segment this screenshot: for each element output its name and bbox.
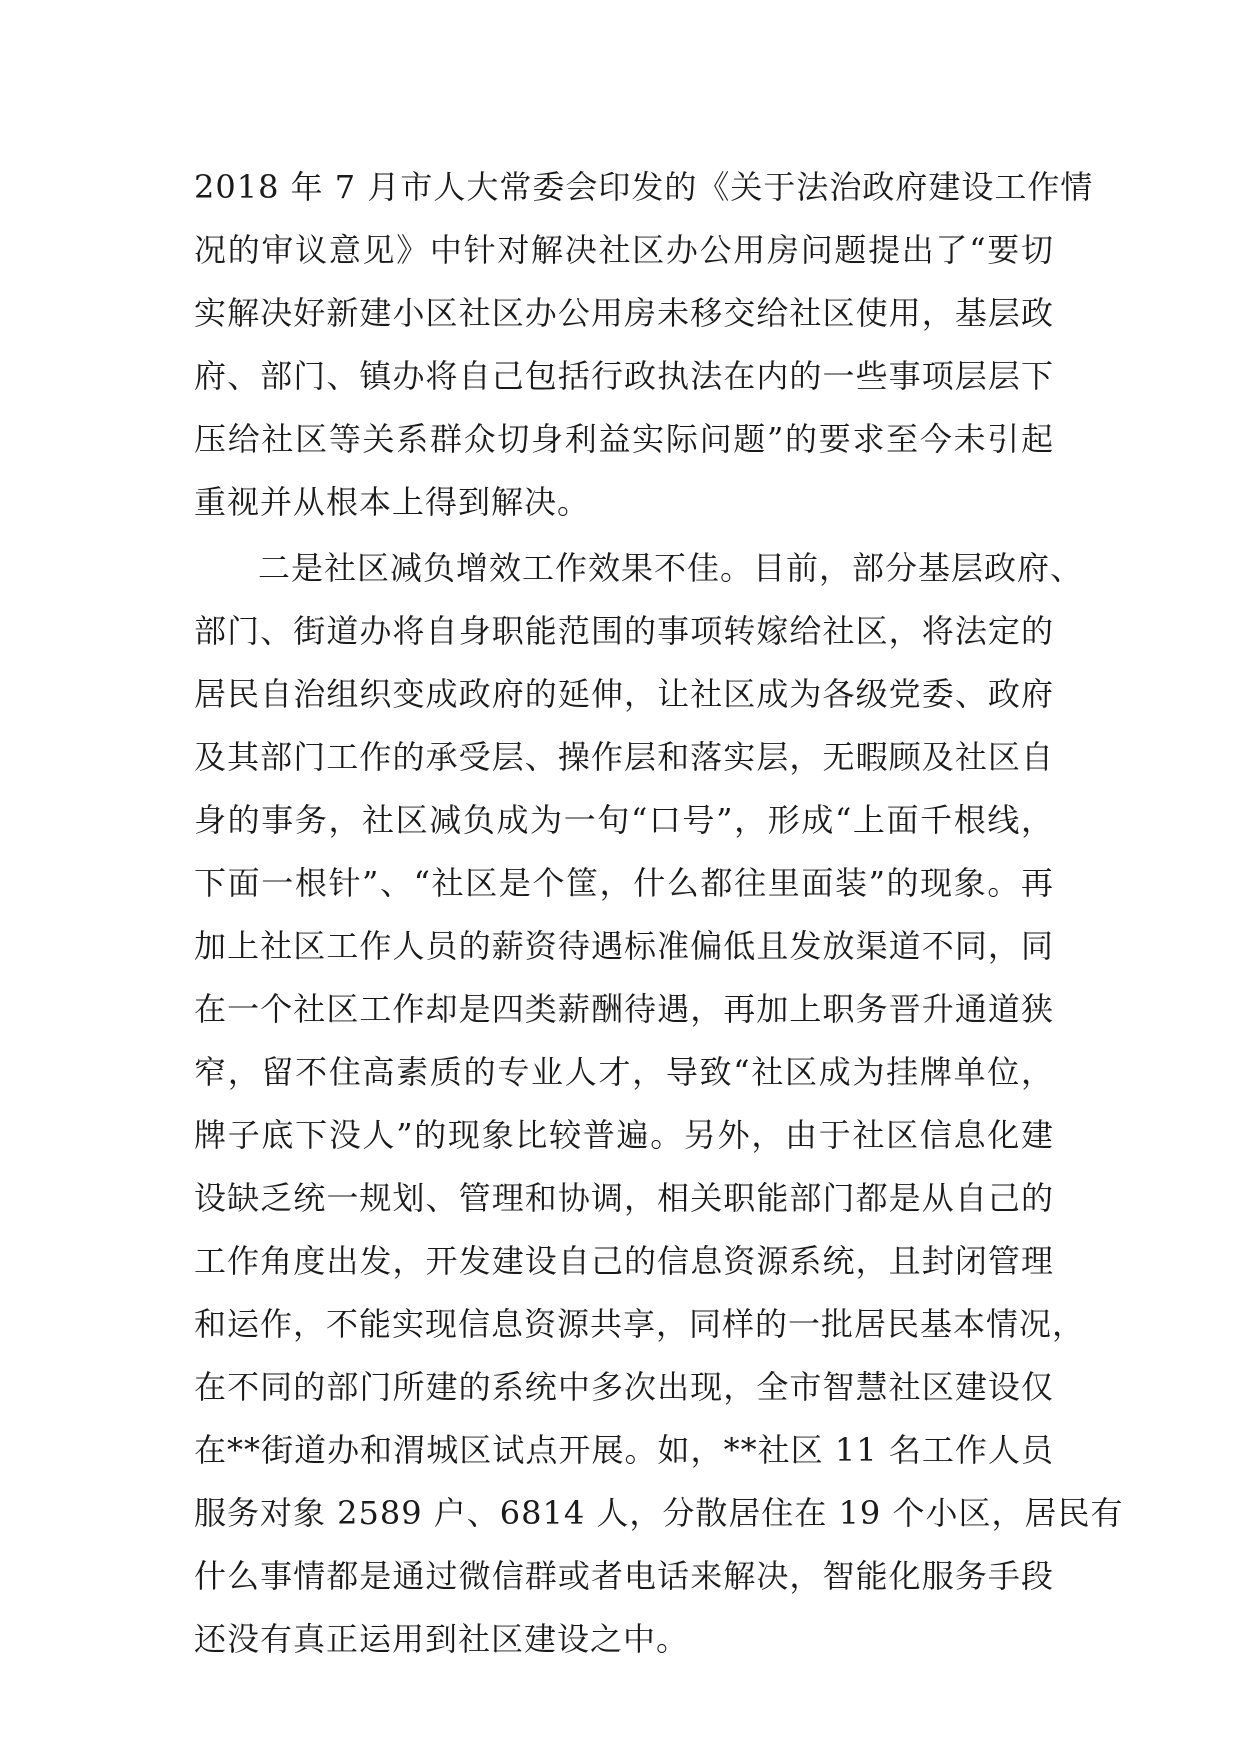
paragraph-2 [194,537,1124,1671]
text-line: 和运作，不能实现信息资源共享，同样的一批居民基本情况， [194,1305,1086,1343]
text-line: 什么事情都是通过微信群或者电话来解决，智能化服务手段 [194,1557,1054,1595]
paragraph-1 [194,156,1094,534]
text-line: 实解决好新建小区社区办公用房未移交给社区使用，基层政 [194,294,1054,332]
text-line: 下面一根针”、“社区是个筐，什么都往里面装”的现象。再 [194,864,1054,902]
text-line: 牌子底下没人”的现象比较普遍。另外，由于社区信息化建 [194,1116,1054,1154]
text-line: 还没有真正运用到社区建设之中。 [194,1620,690,1658]
text-line: 况的审议意见》中针对解决社区办公用房问题提出了“要切 [194,231,1054,269]
text-line: 在一个社区工作却是四类薪酬待遇，再加上职务晋升通道狭 [194,990,1054,1028]
text-line: 二是社区减负增效工作效果不佳。目前，部分基层政府、 [258,549,1084,587]
text-line: 工作角度出发，开发建设自己的信息资源系统，且封闭管理 [194,1242,1054,1280]
text-line: 加上社区工作人员的薪资待遇标准偏低且发放渠道不同，同 [194,927,1054,965]
text-line: 重视并从根本上得到解决。 [194,483,591,521]
text-line: 及其部门工作的承受层、操作层和落实层，无暇顾及社区自 [194,738,1054,776]
text-line: 服务对象 2589 户、6814 人，分散居住在 19 个小区，居民有 [194,1494,1124,1532]
text-line: 居民自治组织变成政府的延伸，让社区成为各级党委、政府 [194,675,1054,713]
text-line: 部门、街道办将自身职能范围的事项转嫁给社区，将法定的 [194,612,1054,650]
text-line: 窄，留不住高素质的专业人才，导致“社区成为挂牌单位， [194,1053,1054,1091]
text-line: 府、部门、镇办将自己包括行政执法在内的一些事项层层下 [194,357,1054,395]
text-line: 身的事务，社区减负成为一句“口号”，形成“上面千根线， [194,801,1054,839]
body-text [194,156,1124,1671]
text-line: 2018 年 7 月市人大常委会印发的《关于法治政府建设工作情 [194,168,1094,206]
text-line: 设缺乏统一规划、管理和协调，相关职能部门都是从自己的 [194,1179,1054,1217]
text-line: 在不同的部门所建的系统中多次出现，全市智慧社区建设仅 [194,1368,1054,1406]
text-line: 压给社区等关系群众切身利益实际问题”的要求至今未引起 [194,420,1054,458]
text-line: 在**街道办和渭城区试点开展。如，**社区 11 名工作人员 [194,1431,1054,1469]
